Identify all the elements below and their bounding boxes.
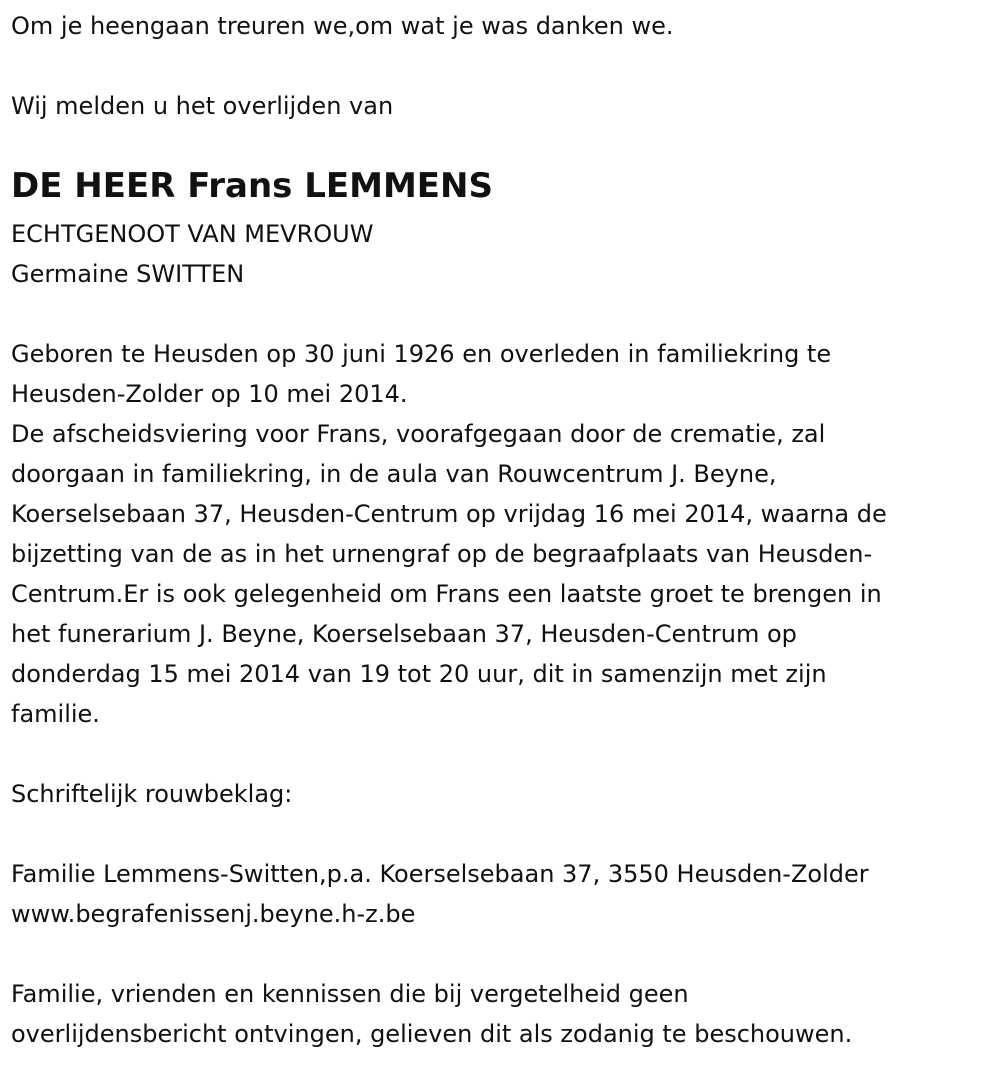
spouse-label: ECHTGENOOT VAN MEVROUW (11, 220, 374, 248)
body-line: doorgaan in familiekring, in de aula van Rouwcentrum J. Beyne, (11, 460, 777, 488)
website-link[interactable]: www.begrafenissenj.beyne.h-z.be (11, 900, 416, 928)
closing-line: Familie, vrienden en kennissen die bij vergetelheid geen (11, 980, 689, 1008)
announcement-line: Wij melden u het overlijden van (11, 92, 394, 120)
body-line: Geboren te Heusden op 30 juni 1926 en overleden in familiekring te (11, 340, 832, 368)
family-address: Familie Lemmens-Switten,p.a. Koerselsebaan 37, 3550 Heusden-Zolder (11, 860, 869, 888)
body-line: donderdag 15 mei 2014 van 19 tot 20 uur, dit in samenzijn met zijn (11, 660, 827, 688)
closing-line: overlijdensbericht ontvingen, gelieven dit als zodanig te beschouwen. (11, 1020, 853, 1048)
condolence-label: Schriftelijk rouwbeklag: (11, 780, 293, 808)
body-line: het funerarium J. Beyne, Koerselsebaan 37, Heusden-Centrum op (11, 620, 797, 648)
body-line: bijzetting van de as in het urnengraf op de begraafplaats van Heusden- (11, 540, 873, 568)
spouse-name: Germaine SWITTEN (11, 260, 245, 288)
opening-line: Om je heengaan treuren we,om wat je was danken we. (11, 12, 674, 40)
body-line: familie. (11, 700, 100, 728)
closing-text (11, 974, 991, 1054)
body-line: Centrum.Er is ook gelegenheid om Frans een laatste groet te brengen in (11, 580, 882, 608)
notice-body (11, 334, 991, 734)
body-line: De afscheidsviering voor Frans, voorafgegaan door de crematie, zal (11, 420, 826, 448)
body-line: Koerselsebaan 37, Heusden-Centrum op vrijdag 16 mei 2014, waarna de (11, 500, 887, 528)
body-line: Heusden-Zolder op 10 mei 2014. (11, 380, 408, 408)
deceased-name: DE HEER Frans LEMMENS (11, 166, 493, 206)
